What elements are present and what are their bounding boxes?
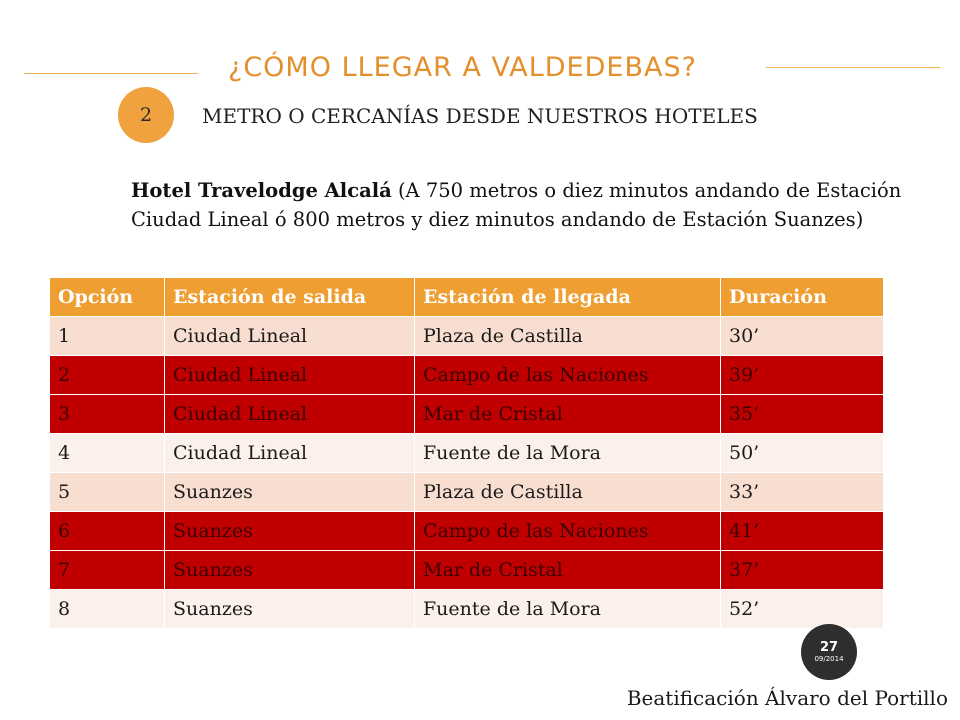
table-row — [50, 551, 884, 590]
cell-arrival: Plaza de Castilla — [415, 317, 721, 356]
cell-duration: 35’ — [721, 395, 884, 434]
routes-table — [49, 277, 884, 629]
table-row — [50, 512, 884, 551]
table-row — [50, 356, 884, 395]
cell-arrival: Campo de las Naciones — [415, 356, 721, 395]
table-row — [50, 434, 884, 473]
header-arrival-station: Estación de llegada — [415, 278, 721, 317]
cell-option: 1 — [50, 317, 165, 356]
cell-departure: Suanzes — [165, 590, 415, 629]
cell-arrival: Fuente de la Mora — [415, 590, 721, 629]
cell-duration: 30’ — [721, 317, 884, 356]
cell-option: 4 — [50, 434, 165, 473]
page-number-badge — [801, 624, 857, 680]
cell-departure: Suanzes — [165, 473, 415, 512]
table-row — [50, 395, 884, 434]
cell-option: 2 — [50, 356, 165, 395]
cell-arrival: Campo de las Naciones — [415, 512, 721, 551]
page-title: ¿CÓMO LLEGAR A VALDEDEBAS? — [228, 52, 697, 83]
hotel-directions: (A 750 metros o diez minutos andando de Estación Ciudad Lineal ó 800 metros y diez minutos andando de Estación Suanzes) — [131, 179, 902, 231]
header-option: Opción — [50, 278, 165, 317]
cell-departure: Ciudad Lineal — [165, 356, 415, 395]
page-date: 09/2014 — [814, 654, 844, 663]
cell-duration: 39’ — [721, 356, 884, 395]
title-rule-left — [24, 73, 198, 74]
title-rule-right — [766, 67, 940, 68]
cell-arrival: Plaza de Castilla — [415, 473, 721, 512]
cell-option: 6 — [50, 512, 165, 551]
cell-option: 8 — [50, 590, 165, 629]
table-row — [50, 473, 884, 512]
page-number: 27 — [819, 639, 839, 655]
cell-duration: 52’ — [721, 590, 884, 629]
cell-duration: 50’ — [721, 434, 884, 473]
cell-departure: Ciudad Lineal — [165, 395, 415, 434]
step-number-badge: 2 — [118, 87, 174, 143]
section-subtitle: METRO O CERCANÍAS DESDE NUESTROS HOTELES — [202, 104, 758, 128]
cell-option: 5 — [50, 473, 165, 512]
cell-departure: Suanzes — [165, 512, 415, 551]
footer-caption: Beatificación Álvaro del Portillo — [626, 686, 948, 710]
header-departure-station: Estación de salida — [165, 278, 415, 317]
table-header-row — [50, 278, 884, 317]
table-row — [50, 590, 884, 629]
cell-arrival: Fuente de la Mora — [415, 434, 721, 473]
cell-arrival: Mar de Cristal — [415, 551, 721, 590]
cell-duration: 41’ — [721, 512, 884, 551]
cell-duration: 37’ — [721, 551, 884, 590]
cell-departure: Suanzes — [165, 551, 415, 590]
cell-duration: 33’ — [721, 473, 884, 512]
header-duration: Duración — [721, 278, 884, 317]
cell-option: 3 — [50, 395, 165, 434]
cell-departure: Ciudad Lineal — [165, 317, 415, 356]
hotel-name: Hotel Travelodge Alcalá — [131, 179, 392, 202]
cell-arrival: Mar de Cristal — [415, 395, 721, 434]
table-row — [50, 317, 884, 356]
cell-option: 7 — [50, 551, 165, 590]
hotel-description — [131, 176, 911, 234]
cell-departure: Ciudad Lineal — [165, 434, 415, 473]
